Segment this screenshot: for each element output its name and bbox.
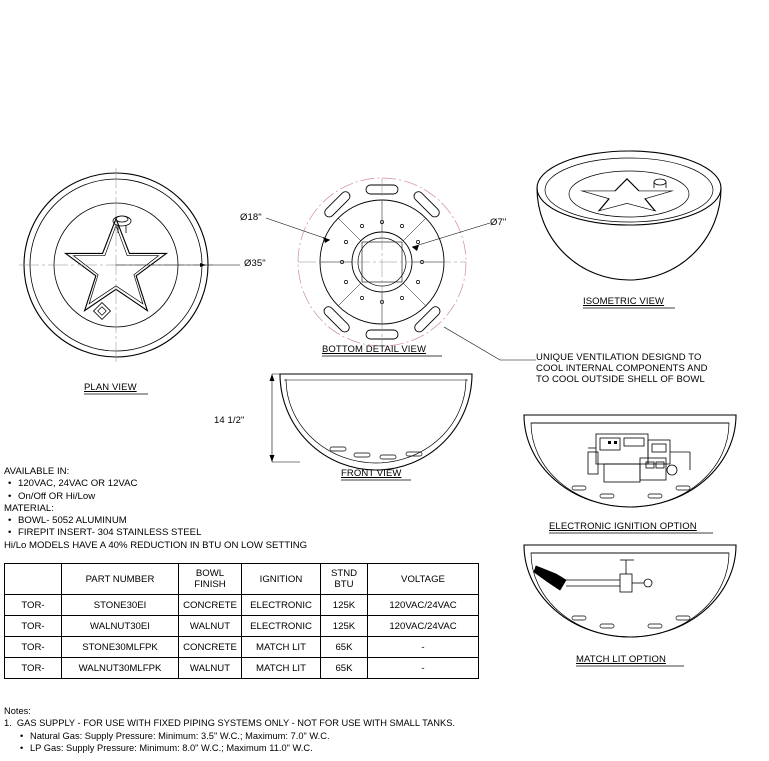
cell-voltage: - [368, 637, 479, 658]
electronic-ignition-option-label: ELECTRONIC IGNITION OPTION [549, 521, 697, 532]
match-lit-section-drawing [524, 545, 736, 666]
cell-finish: CONCRETE [179, 637, 242, 658]
cell-ignition: MATCH LIT [242, 658, 321, 679]
material-item-1: • FIREPIT INSERT- 304 STAINLESS STEEL [4, 527, 364, 539]
plan-view-drawing [19, 168, 240, 394]
bottom-view-inner-diameter-label: Ø7" [490, 217, 507, 228]
cell-finish: CONCRETE [179, 595, 242, 616]
header-ignition: IGNITION [242, 564, 321, 595]
notes-item-1: 1. GAS SUPPLY - FOR USE WITH FIXED PIPING SYSTEMS ONLY - NOT FOR USE WITH SMALL TANKS. [4, 718, 455, 729]
cell-prefix: TOR- [5, 637, 62, 658]
header-voltage: VOLTAGE [368, 564, 479, 595]
notes-block [4, 705, 604, 755]
cell-btu: 125K [321, 595, 368, 616]
electronic-ignition-section-drawing [524, 415, 736, 533]
cell-finish: WALNUT [179, 658, 242, 679]
available-in-heading: AVAILABLE IN: [4, 466, 70, 477]
notes-bullet-0: • Natural Gas: Supply Pressure: Minimum: 3.5" W.C.; Maximum: 7.0" W.C. [4, 730, 604, 742]
header-part-number: PART NUMBER [62, 564, 179, 595]
notes-heading: Notes: [4, 706, 31, 716]
cell-part: WALNUT30EI [62, 616, 179, 637]
table-row [5, 595, 479, 616]
cell-part: WALNUT30MLFPK [62, 658, 179, 679]
available-item-1: • On/Off OR Hi/Low [4, 491, 364, 503]
table-row [5, 637, 479, 658]
ventilation-callout-line3: TO COOL OUTSIDE SHELL OF BOWL [536, 374, 705, 385]
front-view-drawing [270, 374, 473, 480]
cell-btu: 65K [321, 637, 368, 658]
table-row [5, 616, 479, 637]
table-row [5, 658, 479, 679]
header-bowl-finish-line1: BOWL [195, 568, 225, 579]
cell-voltage: 120VAC/24VAC [368, 616, 479, 637]
material-item-0: • BOWL- 5052 ALUMINUM [4, 515, 364, 527]
isometric-view-drawing [537, 151, 721, 308]
cell-ignition: MATCH LIT [242, 637, 321, 658]
plan-view-diameter-label: Ø35" [244, 258, 266, 269]
cell-prefix: TOR- [5, 658, 62, 679]
header-bowl-finish [179, 564, 242, 595]
hilo-note: Hi/Lo MODELS HAVE A 40% REDUCTION IN BTU ON LOW SETTING [4, 539, 308, 551]
header-btu [321, 564, 368, 595]
front-view-label: FRONT VIEW [341, 468, 402, 479]
parts-table [4, 563, 479, 679]
cell-ignition: ELECTRONIC [242, 616, 321, 637]
ventilation-callout-line1: UNIQUE VENTILATION DESIGND TO [536, 352, 702, 363]
cell-part: STONE30MLFPK [62, 637, 179, 658]
front-view-height-label: 14 1/2" [214, 415, 245, 426]
cell-prefix: TOR- [5, 595, 62, 616]
cell-voltage: - [368, 658, 479, 679]
header-btu-line1: STND [330, 568, 358, 579]
notes-bullet-1: • LP Gas: Supply Pressure: Minimum: 8.0" W.C.; Maximum 11.0" W.C. [4, 742, 604, 754]
cell-part: STONE30EI [62, 595, 179, 616]
cell-ignition: ELECTRONIC [242, 595, 321, 616]
header-part-number-prefix [5, 564, 62, 595]
header-btu-line2: BTU [334, 579, 354, 590]
cell-prefix: TOR- [5, 616, 62, 637]
ventilation-callout-line2: COOL INTERNAL COMPONENTS AND [536, 363, 708, 374]
bottom-detail-view-drawing [266, 178, 536, 360]
cell-btu: 125K [321, 616, 368, 637]
bottom-view-outer-diameter-label: Ø18" [240, 212, 262, 223]
isometric-view-label: ISOMETRIC VIEW [583, 296, 665, 307]
cell-btu: 65K [321, 658, 368, 679]
material-heading: MATERIAL: [4, 502, 54, 514]
header-bowl-finish-line2: FINISH [194, 579, 226, 590]
match-lit-option-label: MATCH LIT OPTION [576, 654, 666, 665]
plan-view-label: PLAN VIEW [84, 382, 137, 393]
cell-voltage: 120VAC/24VAC [368, 595, 479, 616]
cell-finish: WALNUT [179, 616, 242, 637]
table-header-row [5, 564, 479, 595]
bottom-detail-view-label: BOTTOM DETAIL VIEW [322, 344, 427, 355]
specifications-block [4, 466, 364, 552]
available-item-0: • 120VAC, 24VAC OR 12VAC [4, 478, 364, 490]
